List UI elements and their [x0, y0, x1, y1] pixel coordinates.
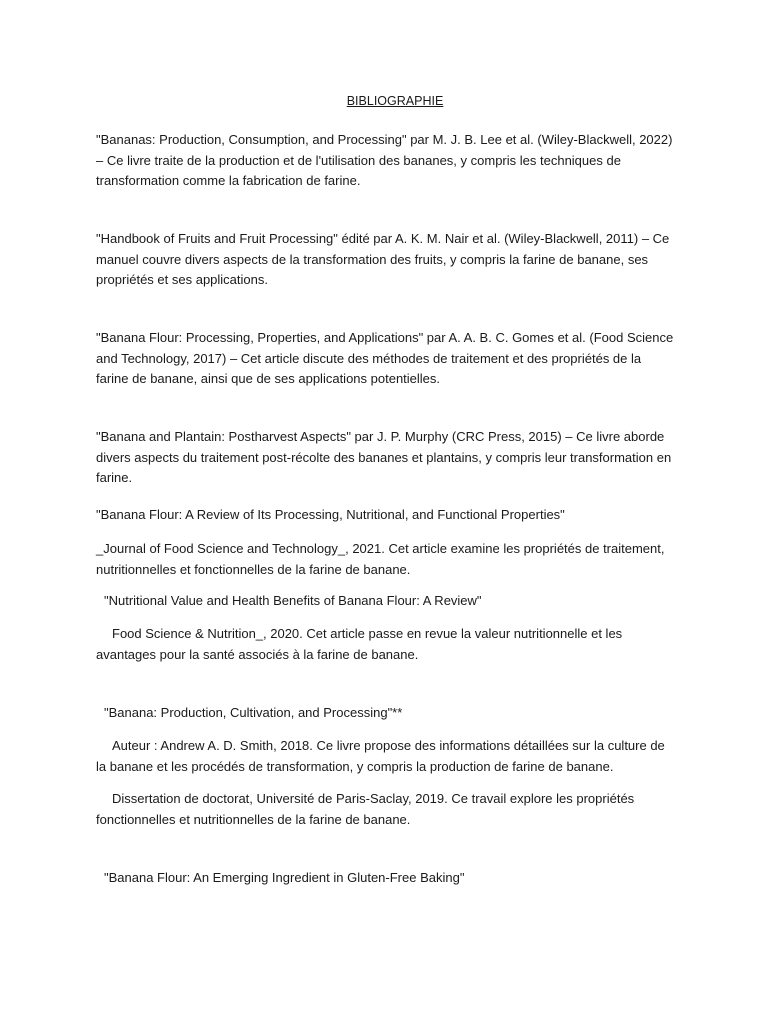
bibliography-entry-11: Dissertation de doctorat, Université de Paris-Saclay, 2019. Ce travail explore les propriétés fonctionnelles et nutritionnelles de la farine de banane.: [96, 791, 635, 827]
bibliography-entry-9: "Banana: Production, Cultivation, and Processing"**: [104, 705, 403, 720]
bibliography-entry-4: "Banana and Plantain: Postharvest Aspects" par J. P. Murphy (CRC Press, 2015) – Ce livre aborde divers aspects du traitement post-récolte des bananes et plantains, y compris leur transformation en farine.: [96, 429, 672, 485]
bibliography-entry-8: Food Science & Nutrition_, 2020. Cet article passe en revue la valeur nutritionnelle et les avantages pour la santé associés à la farine de banane.: [96, 626, 623, 662]
page-title: BIBLIOGRAPHIE: [346, 94, 444, 108]
bibliography-entry-5: "Banana Flour: A Review of Its Processing, Nutritional, and Functional Properties": [96, 507, 565, 522]
bibliography-entry-2: "Handbook of Fruits and Fruit Processing" édité par A. K. M. Nair et al. (Wiley-Blackwell, 2011) – Ce manuel couvre divers aspects de la transformation des fruits, y compris la farine de banane, ses propriétés et ses applications.: [96, 231, 670, 287]
bibliography-entry-7: "Nutritional Value and Health Benefits of Banana Flour: A Review": [104, 593, 482, 608]
bibliography-entry-10: Auteur : Andrew A. D. Smith, 2018. Ce livre propose des informations détaillées sur la culture de la banane et les procédés de transformation, y compris la production de farine de banane.: [96, 738, 665, 774]
bibliography-entry-12: "Banana Flour: An Emerging Ingredient in Gluten-Free Baking": [104, 870, 465, 885]
bibliography-entry-3: "Banana Flour: Processing, Properties, and Applications" par A. A. B. C. Gomes et al. (Food Science and Technology, 2017) – Cet article discute des méthodes de traitement et des propriétés de la farine de banane, ainsi que de ses applications potentielles.: [96, 330, 674, 386]
bibliography-entry-6: _Journal of Food Science and Technology_, 2021. Cet article examine les propriétés de traitement, nutritionnelles et fonctionnelles de la farine de banane.: [96, 541, 665, 577]
bibliography-entry-1: "Bananas: Production, Consumption, and Processing" par M. J. B. Lee et al. (Wiley-Blackwell, 2022) – Ce livre traite de la production et de l'utilisation des bananes, y compris les techniques de transformation comme la fabrication de farine.: [96, 132, 673, 188]
